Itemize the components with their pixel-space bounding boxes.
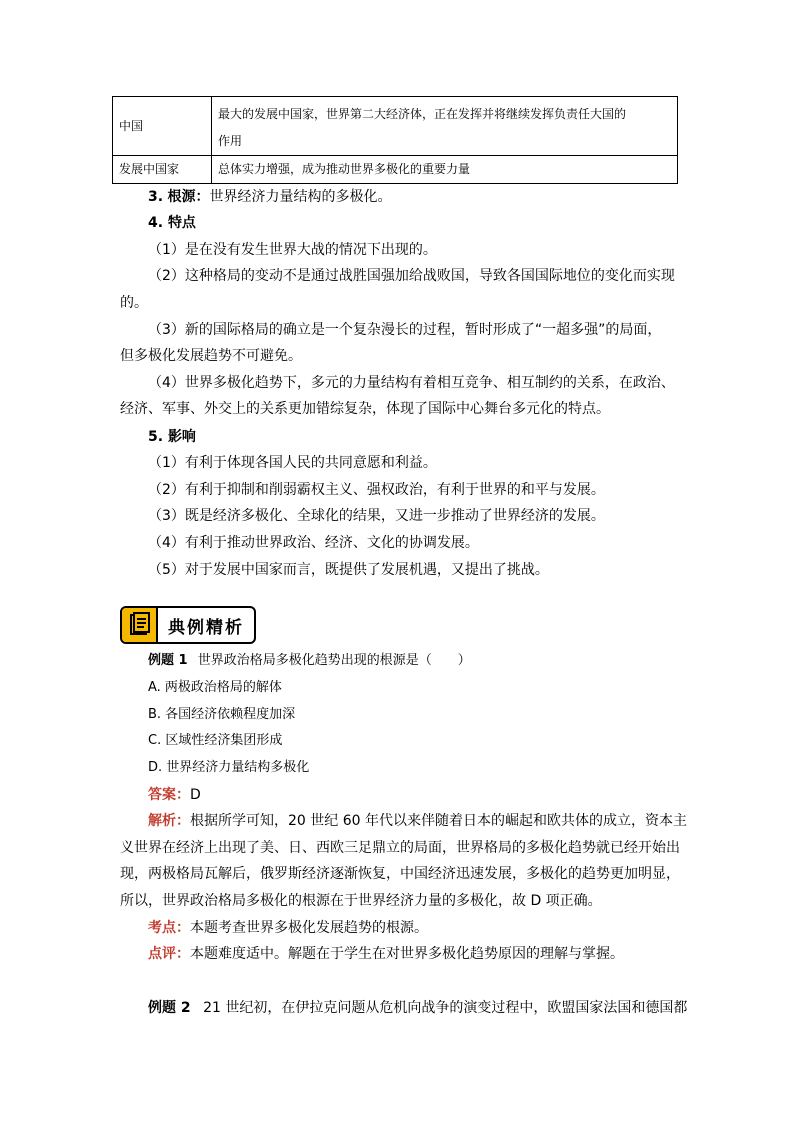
document-list-icon <box>122 608 158 642</box>
section-4-line: 但多极化发展趋势不可避免。 <box>120 348 302 364</box>
table-row <box>113 156 678 184</box>
analysis-line: 所以，世界政治格局多极化的根源在于世界经济力量的多极化，故 D 项正确。 <box>120 893 602 909</box>
section-4-line: 的。 <box>120 295 148 311</box>
analysis-line: 现，两极格局瓦解后，俄罗斯经济逐渐恢复，中国经济迅速发展，多极化的趋势更加明显， <box>120 866 680 882</box>
badge-label: 典例精析 <box>168 618 244 638</box>
section-badge <box>120 606 256 644</box>
option-b: B. 各国经济依赖程度加深 <box>148 707 296 722</box>
section-5-line: （2）有利于抑制和削弱霸权主义、强权政治，有利于世界的和平与发展。 <box>148 482 605 498</box>
option-a: A. 两极政治格局的解体 <box>148 680 282 695</box>
section-5-line: （4）有利于推动世界政治、经济、文化的协调发展。 <box>148 535 479 551</box>
table-cell-name: 发展中国家 <box>113 156 212 184</box>
section-5-line: （5）对于发展中国家而言，既提供了发展机遇，又提出了挑战。 <box>148 562 549 578</box>
answer: 答案：D <box>148 787 201 803</box>
section-4-heading: 4. 特点 <box>148 215 196 231</box>
option-d: D. 世界经济力量结构多极化 <box>148 760 310 775</box>
section-5-line: （3）既是经济多极化、全球化的结果，又进一步推动了世界经济的发展。 <box>148 508 605 524</box>
table-cell-desc: 最大的发展中国家，世界第二大经济体，正在发挥并将继续发挥负责任大国的 作用 <box>212 97 678 156</box>
example-1-question: 例题 1 世界政治格局多极化趋势出现的根源是（ ） <box>148 653 471 668</box>
table-row <box>113 97 678 156</box>
section-3: 3. 根源：世界经济力量结构的多极化。 <box>148 189 392 205</box>
section-4-line: （2）这种格局的变动不是通过战胜国强加给战败国，导致各国国际地位的变化而实现 <box>148 268 675 284</box>
option-c: C. 区域性经济集团形成 <box>148 733 283 748</box>
section-5-heading: 5. 影响 <box>148 429 196 445</box>
section-5-line: （1）有利于体现各国人民的共同意愿和利益。 <box>148 455 437 471</box>
analysis-line: 义世界在经济上出现了美、日、西欧三足鼎立的局面，世界格局的多极化趋势就已经开始出 <box>120 840 680 856</box>
example-2-question: 例题 2 21 世纪初，在伊拉克问题从危机向战争的演变过程中，欧盟国家法国和德国都 <box>148 1000 688 1016</box>
section-4-line: （4）世界多极化趋势下，多元的力量结构有着相互竞争、相互制约的关系，在政治、 <box>148 375 675 391</box>
exam-point: 考点：本题考查世界多极化发展趋势的根源。 <box>148 920 428 936</box>
comparison-table <box>112 96 678 184</box>
comment: 点评：本题难度适中。解题在于学生在对世界多极化趋势原因的理解与掌握。 <box>148 946 624 962</box>
table-cell-desc: 总体实力增强，成为推动世界多极化的重要力量 <box>212 156 678 184</box>
analysis-line: 解析：根据所学可知，20 世纪 60 年代以来伴随着日本的崛起和欧共体的成立，资本主 <box>148 813 687 829</box>
section-4-line: （1）是在没有发生世界大战的情况下出现的。 <box>148 242 437 258</box>
section-4-line: 经济、军事、外交上的关系更加错综复杂，体现了国际中心舞台多元化的特点。 <box>120 401 610 417</box>
table-cell-name: 中国 <box>113 97 212 156</box>
section-4-line: （3）新的国际格局的确立是一个复杂漫长的过程，暂时形成了“一超多强”的局面， <box>148 322 662 338</box>
